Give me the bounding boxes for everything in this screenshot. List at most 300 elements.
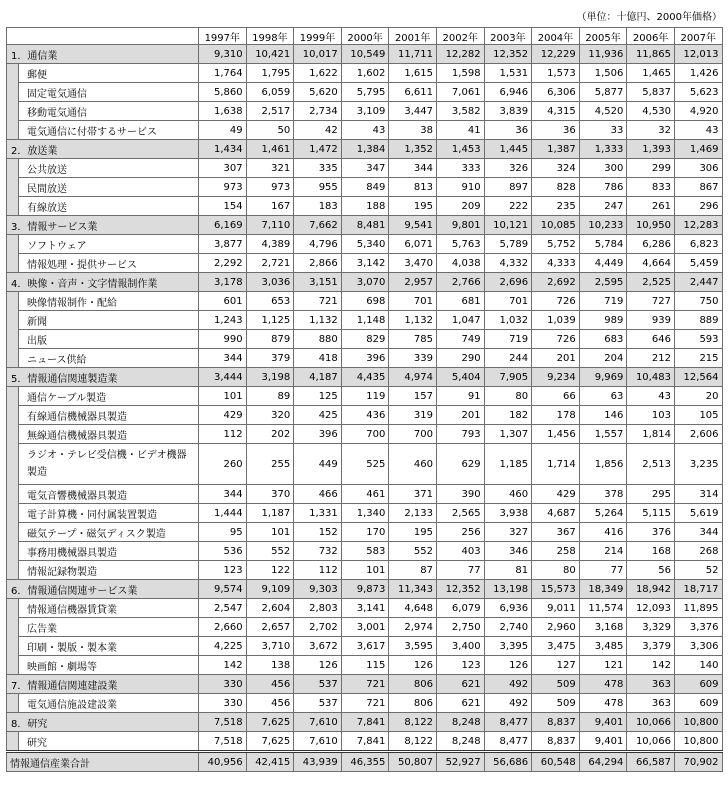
category-value: 10,800 — [674, 713, 722, 732]
indent-gutter — [7, 504, 19, 523]
item-value: 390 — [436, 485, 484, 504]
item-value: 126 — [294, 656, 342, 675]
item-value: 4,687 — [532, 504, 580, 523]
item-value: 115 — [341, 656, 389, 675]
item-value: 436 — [341, 406, 389, 425]
item-value: 339 — [389, 349, 437, 368]
indent-gutter — [7, 349, 19, 368]
item-value: 698 — [341, 292, 389, 311]
item-value: 112 — [294, 561, 342, 580]
item-value: 793 — [436, 425, 484, 444]
item-label: 無線通信機械器具製造 — [19, 425, 199, 444]
indent-gutter — [7, 694, 19, 713]
item-value: 3,235 — [674, 444, 722, 485]
item-value: 536 — [199, 542, 247, 561]
item-value: 6,071 — [389, 235, 437, 254]
item-value: 327 — [484, 523, 532, 542]
year-header: 2006年 — [627, 28, 675, 45]
item-value: 344 — [199, 349, 247, 368]
category-value: 3,198 — [246, 368, 294, 387]
year-header: 2007年 — [674, 28, 722, 45]
item-value: 112 — [199, 425, 247, 444]
indent-gutter — [7, 292, 19, 311]
item-value: 36 — [484, 121, 532, 140]
item-value: 867 — [674, 178, 722, 197]
item-label: ニュース供給 — [19, 349, 199, 368]
item-value: 5,877 — [579, 83, 627, 102]
item-value: 6,946 — [484, 83, 532, 102]
item-value: 235 — [532, 197, 580, 216]
item-value: 43 — [341, 121, 389, 140]
item-value: 552 — [389, 542, 437, 561]
header-row — [7, 28, 723, 45]
item-value: 806 — [389, 694, 437, 713]
category-value: 721 — [341, 675, 389, 694]
category-value: 9,109 — [246, 580, 294, 599]
total-value: 60,548 — [532, 752, 580, 772]
item-value: 429 — [532, 485, 580, 504]
item-value: 3,485 — [579, 637, 627, 656]
item-value: 326 — [484, 159, 532, 178]
category-value: 1,453 — [436, 140, 484, 159]
item-value: 10,066 — [627, 732, 675, 752]
item-value: 81 — [484, 561, 532, 580]
item-value: 2,517 — [246, 102, 294, 121]
category-value: 492 — [484, 675, 532, 694]
item-value: 183 — [294, 197, 342, 216]
item-value: 295 — [627, 485, 675, 504]
category-value: 2,692 — [532, 273, 580, 292]
item-value: 260 — [199, 444, 247, 485]
item-value: 4,530 — [627, 102, 675, 121]
item-label: 映画館・劇場等 — [19, 656, 199, 675]
item-value: 1,764 — [199, 64, 247, 83]
item-value: 2,292 — [199, 254, 247, 273]
table-row — [7, 694, 723, 713]
category-value: 10,085 — [532, 216, 580, 235]
item-value: 201 — [436, 406, 484, 425]
total-value: 50,807 — [389, 752, 437, 772]
item-value: 829 — [341, 330, 389, 349]
item-value: 416 — [579, 523, 627, 542]
item-value: 222 — [484, 197, 532, 216]
table-row — [7, 656, 723, 675]
item-value: 653 — [246, 292, 294, 311]
category-value: 11,865 — [627, 45, 675, 64]
item-value: 5,795 — [341, 83, 389, 102]
item-value: 32 — [627, 121, 675, 140]
item-value: 2,721 — [246, 254, 294, 273]
item-value: 80 — [484, 387, 532, 406]
item-value: 370 — [246, 485, 294, 504]
item-value: 939 — [627, 311, 675, 330]
indent-gutter — [7, 197, 19, 216]
item-value: 609 — [674, 694, 722, 713]
item-value: 335 — [294, 159, 342, 178]
category-value: 7,518 — [199, 713, 247, 732]
item-value: 681 — [436, 292, 484, 311]
category-value: 11,711 — [389, 45, 437, 64]
category-value: 1,333 — [579, 140, 627, 159]
table-row — [7, 178, 723, 197]
item-value: 1,307 — [484, 425, 532, 444]
item-value: 418 — [294, 349, 342, 368]
item-value: 319 — [389, 406, 437, 425]
category-value: 7,662 — [294, 216, 342, 235]
category-label: 5．情報通信関連製造業 — [7, 368, 199, 387]
item-value: 8,477 — [484, 732, 532, 752]
category-value: 10,066 — [627, 713, 675, 732]
item-value: 119 — [341, 387, 389, 406]
item-value: 701 — [389, 292, 437, 311]
item-value: 178 — [532, 406, 580, 425]
item-value: 212 — [627, 349, 675, 368]
category-value: 1,461 — [246, 140, 294, 159]
item-value: 157 — [389, 387, 437, 406]
item-value: 321 — [246, 159, 294, 178]
item-value: 261 — [627, 197, 675, 216]
year-header: 2001年 — [389, 28, 437, 45]
table-row — [7, 330, 723, 349]
category-value: 2,525 — [627, 273, 675, 292]
item-value: 258 — [532, 542, 580, 561]
category-value: 4,974 — [389, 368, 437, 387]
category-value: 3,151 — [294, 273, 342, 292]
item-value: 314 — [674, 485, 722, 504]
item-value: 719 — [579, 292, 627, 311]
item-value: 209 — [436, 197, 484, 216]
item-value: 880 — [294, 330, 342, 349]
item-value: 244 — [484, 349, 532, 368]
total-value: 40,956 — [199, 752, 247, 772]
item-value: 127 — [532, 656, 580, 675]
category-value: 330 — [199, 675, 247, 694]
item-label: 電子計算機・同付属装置製造 — [19, 504, 199, 523]
item-label: 事務用機械器具製造 — [19, 542, 199, 561]
year-header: 2005年 — [579, 28, 627, 45]
item-value: 42 — [294, 121, 342, 140]
category-value: 11,343 — [389, 580, 437, 599]
item-value: 4,920 — [674, 102, 722, 121]
item-value: 2,660 — [199, 618, 247, 637]
category-value: 1,472 — [294, 140, 342, 159]
item-label: 映像情報制作・配給 — [19, 292, 199, 311]
table-body — [7, 45, 723, 772]
category-value: 10,121 — [484, 216, 532, 235]
table-row — [7, 561, 723, 580]
item-value: 3,470 — [389, 254, 437, 273]
category-value: 9,969 — [579, 368, 627, 387]
item-value: 509 — [532, 694, 580, 713]
item-value: 3,582 — [436, 102, 484, 121]
category-value: 15,573 — [532, 580, 580, 599]
category-label: 7．情報通信関連建設業 — [7, 675, 199, 694]
item-value: 7,518 — [199, 732, 247, 752]
item-label: 情報通信機器賃貸業 — [19, 599, 199, 618]
indent-gutter — [7, 330, 19, 349]
item-value: 43 — [627, 387, 675, 406]
category-value: 7,905 — [484, 368, 532, 387]
item-value: 5,620 — [294, 83, 342, 102]
item-value: 347 — [341, 159, 389, 178]
item-value: 5,619 — [674, 504, 722, 523]
item-value: 727 — [627, 292, 675, 311]
category-value: 9,873 — [341, 580, 389, 599]
item-value: 2,513 — [627, 444, 675, 485]
category-label: 8．研究 — [7, 713, 199, 732]
item-value: 256 — [436, 523, 484, 542]
item-value: 3,475 — [532, 637, 580, 656]
indent-gutter — [7, 444, 19, 485]
item-value: 6,079 — [436, 599, 484, 618]
category-row — [7, 216, 723, 235]
category-value: 1,384 — [341, 140, 389, 159]
total-value: 43,939 — [294, 752, 342, 772]
item-value: 1,340 — [341, 504, 389, 523]
category-value: 12,352 — [436, 580, 484, 599]
item-value: 103 — [627, 406, 675, 425]
category-value: 3,036 — [246, 273, 294, 292]
category-label: 6．情報通信関連サービス業 — [7, 580, 199, 599]
item-value: 2,974 — [389, 618, 437, 637]
table-container — [6, 27, 723, 772]
item-value: 9,011 — [532, 599, 580, 618]
item-value: 1,243 — [199, 311, 247, 330]
item-value: 6,306 — [532, 83, 580, 102]
item-value: 7,610 — [294, 732, 342, 752]
item-value: 2,657 — [246, 618, 294, 637]
category-value: 8,122 — [389, 713, 437, 732]
item-value: 307 — [199, 159, 247, 178]
item-value: 299 — [627, 159, 675, 178]
item-value: 5,115 — [627, 504, 675, 523]
category-value: 3,178 — [199, 273, 247, 292]
item-value: 466 — [294, 485, 342, 504]
item-value: 1,795 — [246, 64, 294, 83]
item-value: 2,866 — [294, 254, 342, 273]
item-value: 50 — [246, 121, 294, 140]
item-value: 146 — [579, 406, 627, 425]
item-value: 3,672 — [294, 637, 342, 656]
item-value: 456 — [246, 694, 294, 713]
table-row — [7, 83, 723, 102]
indent-gutter — [7, 83, 19, 102]
table-row — [7, 102, 723, 121]
item-value: 1,032 — [484, 311, 532, 330]
item-value: 268 — [674, 542, 722, 561]
item-value: 973 — [246, 178, 294, 197]
item-value: 3,938 — [484, 504, 532, 523]
item-value: 3,595 — [389, 637, 437, 656]
category-value: 1,469 — [674, 140, 722, 159]
item-label: 固定電気通信 — [19, 83, 199, 102]
category-label: 1．通信業 — [7, 45, 199, 64]
item-value: 1,187 — [246, 504, 294, 523]
category-value: 10,549 — [341, 45, 389, 64]
indent-gutter — [7, 599, 19, 618]
item-value: 91 — [436, 387, 484, 406]
item-value: 126 — [389, 656, 437, 675]
indent-gutter — [7, 425, 19, 444]
item-value: 4,038 — [436, 254, 484, 273]
item-value: 306 — [674, 159, 722, 178]
item-value: 188 — [341, 197, 389, 216]
category-value: 9,401 — [579, 713, 627, 732]
table-row — [7, 311, 723, 330]
category-value: 12,229 — [532, 45, 580, 64]
item-value: 8,248 — [436, 732, 484, 752]
item-value: 6,936 — [484, 599, 532, 618]
item-value: 7,061 — [436, 83, 484, 102]
item-value: 4,664 — [627, 254, 675, 273]
item-value: 379 — [246, 349, 294, 368]
total-value: 56,686 — [484, 752, 532, 772]
category-value: 2,696 — [484, 273, 532, 292]
category-value: 4,435 — [341, 368, 389, 387]
item-value: 973 — [199, 178, 247, 197]
item-value: 4,796 — [294, 235, 342, 254]
item-value: 300 — [579, 159, 627, 178]
table-row — [7, 387, 723, 406]
item-value: 700 — [341, 425, 389, 444]
item-value: 371 — [389, 485, 437, 504]
item-label: 印刷・製版・製本業 — [19, 637, 199, 656]
total-label: 情報通信産業合計 — [7, 752, 199, 772]
category-value: 1,445 — [484, 140, 532, 159]
item-value: 77 — [579, 561, 627, 580]
table-row — [7, 197, 723, 216]
category-value: 9,574 — [199, 580, 247, 599]
item-value: 8,122 — [389, 732, 437, 752]
item-value: 4,315 — [532, 102, 580, 121]
item-value: 4,225 — [199, 637, 247, 656]
item-value: 6,286 — [627, 235, 675, 254]
item-value: 290 — [436, 349, 484, 368]
item-value: 333 — [436, 159, 484, 178]
item-value: 195 — [389, 523, 437, 542]
item-value: 989 — [579, 311, 627, 330]
item-value: 492 — [484, 694, 532, 713]
item-value: 683 — [579, 330, 627, 349]
category-value: 621 — [436, 675, 484, 694]
indent-gutter — [7, 254, 19, 273]
item-value: 5,459 — [674, 254, 722, 273]
category-value: 3,444 — [199, 368, 247, 387]
category-value: 363 — [627, 675, 675, 694]
item-value: 247 — [579, 197, 627, 216]
item-value: 849 — [341, 178, 389, 197]
item-value: 140 — [674, 656, 722, 675]
category-value: 8,837 — [532, 713, 580, 732]
item-value: 152 — [294, 523, 342, 542]
item-value: 1,814 — [627, 425, 675, 444]
table-row — [7, 599, 723, 618]
category-value: 9,303 — [294, 580, 342, 599]
indent-gutter — [7, 485, 19, 504]
item-value: 721 — [341, 694, 389, 713]
item-value: 3,395 — [484, 637, 532, 656]
item-value: 6,823 — [674, 235, 722, 254]
item-value: 5,623 — [674, 83, 722, 102]
item-value: 36 — [532, 121, 580, 140]
item-value: 12,093 — [627, 599, 675, 618]
item-value: 4,389 — [246, 235, 294, 254]
item-value: 126 — [484, 656, 532, 675]
item-value: 38 — [389, 121, 437, 140]
item-value: 324 — [532, 159, 580, 178]
item-value: 344 — [389, 159, 437, 178]
item-label: 情報記録物製造 — [19, 561, 199, 580]
category-value: 9,234 — [532, 368, 580, 387]
category-value: 10,233 — [579, 216, 627, 235]
year-header: 2000年 — [341, 28, 389, 45]
item-value: 63 — [579, 387, 627, 406]
item-value: 344 — [199, 485, 247, 504]
item-value: 195 — [389, 197, 437, 216]
category-value: 10,421 — [246, 45, 294, 64]
item-value: 52 — [674, 561, 722, 580]
indent-gutter — [7, 732, 19, 752]
item-value: 3,447 — [389, 102, 437, 121]
table-row — [7, 542, 723, 561]
item-value: 396 — [294, 425, 342, 444]
item-value: 201 — [532, 349, 580, 368]
item-value: 2,604 — [246, 599, 294, 618]
category-value: 1,393 — [627, 140, 675, 159]
category-value: 7,841 — [341, 713, 389, 732]
item-value: 3,001 — [341, 618, 389, 637]
item-value: 346 — [484, 542, 532, 561]
item-value: 1,573 — [532, 64, 580, 83]
category-value: 8,248 — [436, 713, 484, 732]
category-row — [7, 580, 723, 599]
item-value: 320 — [246, 406, 294, 425]
item-value: 1,598 — [436, 64, 484, 83]
item-value: 786 — [579, 178, 627, 197]
item-value: 376 — [627, 523, 675, 542]
category-value: 13,198 — [484, 580, 532, 599]
item-value: 1,039 — [532, 311, 580, 330]
category-value: 4,187 — [294, 368, 342, 387]
item-value: 646 — [627, 330, 675, 349]
item-value: 552 — [246, 542, 294, 561]
item-value: 4,332 — [484, 254, 532, 273]
category-value: 6,169 — [199, 216, 247, 235]
category-row — [7, 368, 723, 387]
item-value: 955 — [294, 178, 342, 197]
category-label: 2．放送業 — [7, 140, 199, 159]
indent-gutter — [7, 542, 19, 561]
item-label: 情報処理・提供サービス — [19, 254, 199, 273]
category-value: 8,481 — [341, 216, 389, 235]
item-value: 7,625 — [246, 732, 294, 752]
year-header: 2003年 — [484, 28, 532, 45]
item-value: 732 — [294, 542, 342, 561]
item-value: 726 — [532, 330, 580, 349]
indent-gutter — [7, 235, 19, 254]
item-value: 87 — [389, 561, 437, 580]
item-value: 4,520 — [579, 102, 627, 121]
item-label: 電気通信に付帯するサービス — [19, 121, 199, 140]
item-value: 296 — [674, 197, 722, 216]
item-value: 629 — [436, 444, 484, 485]
table-row — [7, 64, 723, 83]
item-value: 367 — [532, 523, 580, 542]
item-value: 2,750 — [436, 618, 484, 637]
item-value: 3,168 — [579, 618, 627, 637]
item-value: 478 — [579, 694, 627, 713]
category-label: 4．映像・音声・文字情報制作業 — [7, 273, 199, 292]
